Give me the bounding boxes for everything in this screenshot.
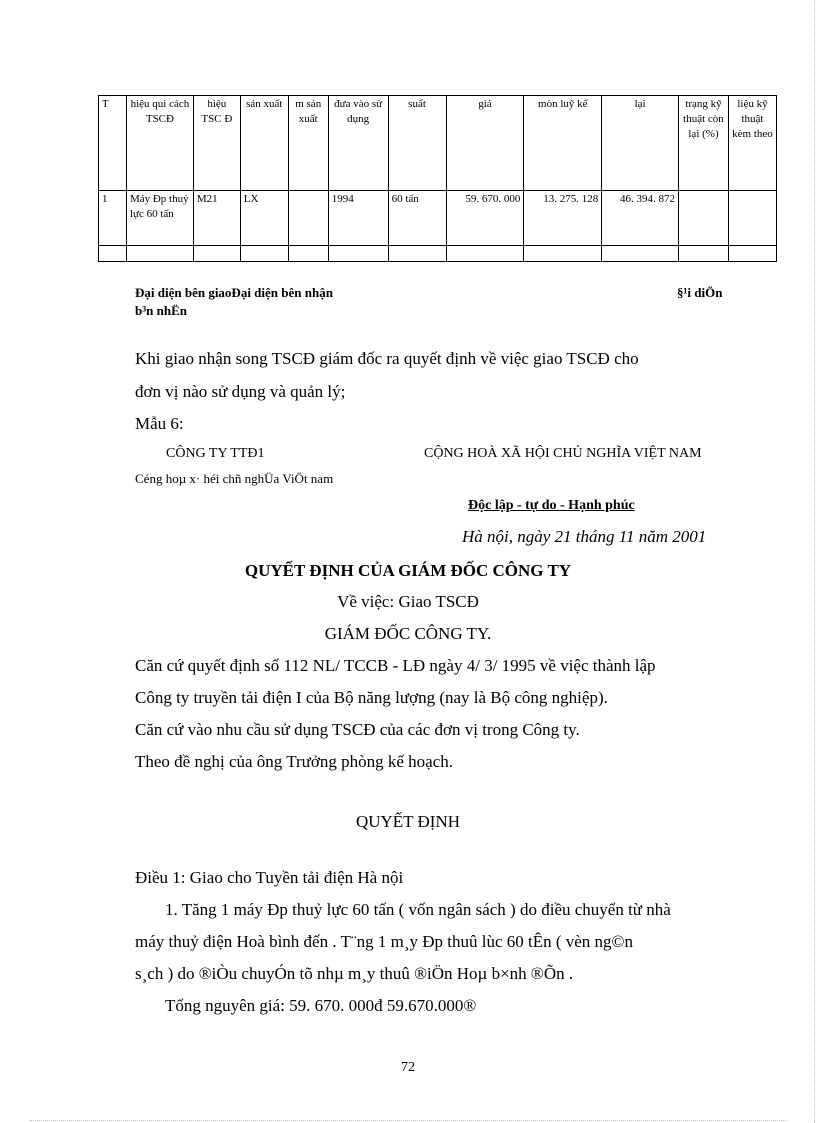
decision-title: QUYẾT ĐỊNH CỦA GIÁM ĐỐC CÔNG TY: [244, 561, 572, 580]
decision-subject: Về việc: Giao TSCĐ: [337, 592, 479, 611]
intro-line-1: Khi giao nhận song TSCĐ giám đốc ra quyết định về việc giao TSCĐ cho: [135, 349, 639, 368]
decision-authority: GIÁM ĐỐC CÔNG TY.: [324, 624, 492, 643]
page-number: 72: [401, 1060, 415, 1075]
table-cell: [288, 191, 328, 246]
table-row: [99, 191, 777, 246]
document-date: Hà nội, ngày 21 tháng 11 năm 2001: [462, 527, 707, 546]
signature-line-1: Đại diện bên giaoĐại diện bên nhận: [135, 285, 333, 300]
basis-line: Căn cứ vào nhu cầu sử dụng TSCĐ của các đơn vị trong Công ty.: [135, 720, 580, 739]
intro-line-2: đơn vị nào sử dụng và quản lý;: [135, 382, 346, 401]
basis-line: Theo đề nghị của ông Trưởng phòng kế hoạch.: [135, 752, 454, 771]
table-header-cell: hiệu TSC Đ: [193, 96, 240, 191]
item-line: 1. Tăng 1 máy Đp thuỷ lực 60 tấn ( vốn ngân sách ) do điều chuyển từ nhà: [165, 900, 671, 919]
table-header-cell: T: [99, 96, 127, 191]
motto: Độc lập - tự do - Hạnh phúc: [468, 498, 635, 513]
table-cell: [679, 191, 729, 246]
item-line: s¸ch ) do ®iÒu chuyÓn tõ nhµ m¸y thuû ®iÖn Hoµ b×nh ®Õn .: [135, 964, 574, 983]
table-cell: 59. 670. 000: [446, 191, 524, 246]
signature-line-2: b³n nhËn: [135, 303, 187, 318]
table-header-cell: lại: [602, 96, 679, 191]
total-line: Tổng nguyên giá: 59. 670. 000đ 59.670.000®: [165, 996, 477, 1015]
table-cell: Máy Đp thuỷ lực 60 tấn: [126, 191, 193, 246]
table-header-cell: m sản xuất: [288, 96, 328, 191]
article-1: Điều 1: Giao cho Tuyền tải điện Hà nội: [135, 868, 404, 887]
table-header-cell: suất: [388, 96, 446, 191]
basis-line: Căn cứ quyết định số 112 NL/ TCCB - LĐ ngày 4/ 3/ 1995 về việc thành lập: [135, 656, 656, 675]
table-cell: 46. 394. 872: [602, 191, 679, 246]
table-cell: 13. 275. 128: [524, 191, 602, 246]
table-cell: 1: [99, 191, 127, 246]
table-header-cell: giá: [446, 96, 524, 191]
item-line: máy thuỷ điện Hoà bình đến . T¨ng 1 m¸y Ðp thuû lùc 60 tÊn ( vèn ng©n: [135, 932, 633, 951]
table-row-empty: [99, 246, 777, 262]
table-cell: M21: [193, 191, 240, 246]
signature-line-1-right: §¹i diÖn: [677, 285, 723, 300]
table-header-cell: trạng kỹ thuật còn lại (%): [679, 96, 729, 191]
basis-line: Công ty truyền tải điện I của Bộ năng lượng (nay là Bộ công nghiệp).: [135, 688, 608, 707]
company-name: CÔNG TY TTĐ1: [166, 446, 265, 461]
asset-table: [98, 95, 777, 262]
table-header-cell: liệu kỹ thuật kèm theo: [728, 96, 776, 191]
page-right-border: [814, 0, 815, 1123]
page-bottom-border: [30, 1120, 786, 1121]
form-label: Mẫu 6:: [135, 414, 184, 433]
table-header-row: [99, 96, 777, 191]
republic-name-garbled: Céng hoµ x· héi chñ nghÜa ViÖt nam: [135, 471, 334, 486]
table-cell: [728, 191, 776, 246]
table-header-cell: sản xuất: [240, 96, 288, 191]
table-cell: 60 tấn: [388, 191, 446, 246]
republic-name: CỘNG HOÀ XÃ HỘI CHỦ NGHĨA VIỆT NAM: [424, 446, 702, 461]
table-header-cell: đưa vào sử dụng: [328, 96, 388, 191]
table-header-cell: hiệu qui cách TSCĐ: [126, 96, 193, 191]
table-header-cell: mòn luỹ kế: [524, 96, 602, 191]
decision-heading: QUYẾT ĐỊNH: [355, 812, 461, 831]
table-cell: LX: [240, 191, 288, 246]
table-cell: 1994: [328, 191, 388, 246]
